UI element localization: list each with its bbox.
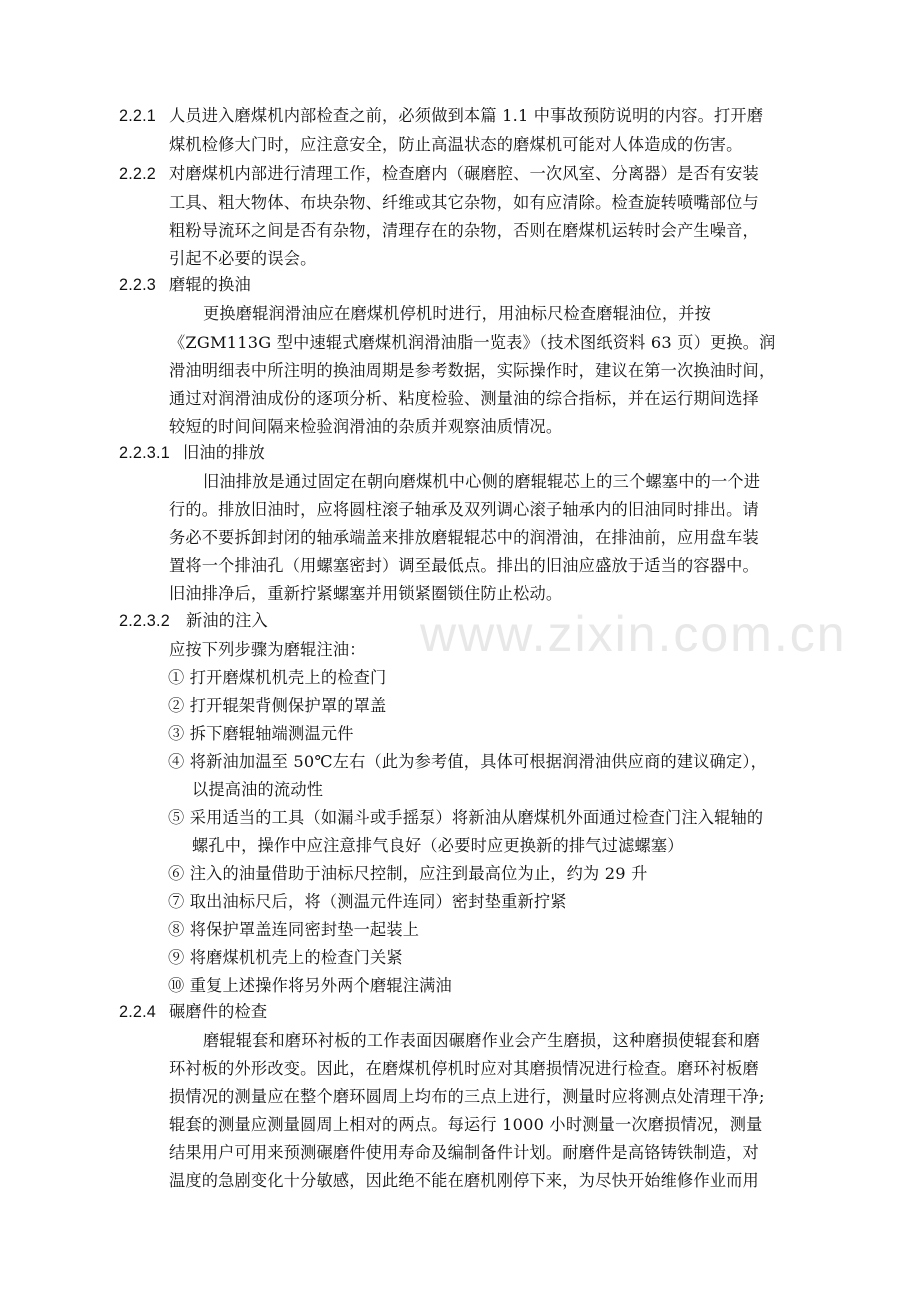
paragraph-line: 粗粉导流环之间是否有杂物，清理存在的杂物，否则在磨煤机运转时会产生噪音， xyxy=(169,221,759,240)
paragraph-line: 务必不要拆卸封闭的轴承端盖来排放磨辊辊芯中的润滑油，在排油前，应用盘车装 xyxy=(169,528,759,547)
paragraph-line: 引起不必要的误会。 xyxy=(169,249,317,268)
section-number: 2.2.3.1 xyxy=(119,444,170,462)
paragraph-line: 应按下列步骤为磨辊注油： xyxy=(169,640,366,659)
paragraph-line: 旧油排放是通过固定在朝向磨煤机中心侧的磨辊辊芯上的三个螺塞中的一个进 xyxy=(203,472,761,491)
list-item: ⑧ 将保护罩盖连同密封垫一起装上 xyxy=(168,920,420,939)
paragraph-line: 置将一个排油孔（用螺塞密封）调至最低点。排出的旧油应盛放于适当的容器中。 xyxy=(169,556,759,575)
paragraph-line: 辊套的测量应测量圆周上相对的两点。每运行 1000 小时测量一次磨损情况，测量 xyxy=(169,1115,763,1134)
section-title: 磨辊的换油 xyxy=(169,275,251,294)
list-item: ③ 拆下磨辊轴端测温元件 xyxy=(168,724,354,743)
paragraph-line: 更换磨辊润滑油应在磨煤机停机时进行，用油标尺检查磨辊油位，并按 xyxy=(203,304,712,323)
watermark: www.zixin.com.cn xyxy=(420,606,847,662)
list-item: ⑩ 重复上述操作将另外两个磨辊注满油 xyxy=(168,976,452,995)
paragraph-line: 环衬板的外形改变。因此，在磨煤机停机时应对其磨损情况进行检查。磨环衬板磨 xyxy=(169,1059,759,1078)
paragraph-line: 结果用户可用来预测碾磨件使用寿命及编制备件计划。耐磨件是高铬铸铁制造，对 xyxy=(169,1143,759,1162)
section-number: 2.2.4 xyxy=(119,1003,157,1021)
list-item-continuation: 螺孔中，操作中应注意排气良好（必要时应更换新的排气过滤螺塞） xyxy=(192,836,684,855)
list-item: ⑦ 取出油标尺后，将（测温元件连同）密封垫重新拧紧 xyxy=(168,892,567,911)
list-item: ⑤ 采用适当的工具（如漏斗或手摇泵）将新油从磨煤机外面通过检查门注入辊轴的 xyxy=(168,808,764,827)
list-item: ⑨ 将磨煤机机壳上的检查门关紧 xyxy=(168,948,403,967)
paragraph-line: 温度的急剧变化十分敏感，因此绝不能在磨机刚停下来，为尽快开始维修作业而用 xyxy=(169,1171,759,1190)
list-item: ② 打开辊架背侧保护罩的罩盖 xyxy=(168,696,387,715)
paragraph-line: 通过对润滑油成份的逐项分析、粘度检验、测量油的综合指标，并在运行期间选择 xyxy=(169,389,759,408)
paragraph-line: 对磨煤机内部进行清理工作，检查磨内（碾磨腔、一次风室、分离器）是否有安装 xyxy=(169,164,759,183)
section-number: 2.2.2 xyxy=(119,165,157,183)
paragraph-line: 损情况的测量应在整个磨环圆周上均布的三点上进行，测量时应将测点处清理干净; xyxy=(169,1087,765,1106)
section-title: 碾磨件的检查 xyxy=(169,1002,268,1021)
paragraph-line: 滑油明细表中所注明的换油周期是参考数据，实际操作时，建议在第一次换油时间， xyxy=(169,361,776,380)
list-item: ① 打开磨煤机机壳上的检查门 xyxy=(168,668,387,687)
section-title: 旧油的排放 xyxy=(183,443,265,462)
paragraph-line: 工具、粗大物体、布块杂物、纤维或其它杂物，如有应清除。检查旋转喷嘴部位与 xyxy=(169,193,759,212)
section-number: 2.2.3.2 xyxy=(119,612,170,630)
list-item: ⑥ 注入的油量借助于油标尺控制，应注到最高位为止，约为 29 升 xyxy=(168,864,648,883)
section-number: 2.2.1 xyxy=(119,107,157,125)
paragraph-line: 煤机检修大门时，应注意安全，防止高温状态的磨煤机可能对人体造成的伤害。 xyxy=(169,135,743,154)
paragraph-line: 旧油排净后，重新拧紧螺塞并用锁紧圈锁住防止松动。 xyxy=(169,584,563,603)
paragraph-line: 较短的时间间隔来检验润滑油的杂质并观察油质情况。 xyxy=(169,417,563,436)
section-title: 新油的注入 xyxy=(186,611,268,630)
paragraph-line: 人员进入磨煤机内部检查之前，必须做到本篇 1.1 中事故预防说明的内容。打开磨 xyxy=(169,106,764,125)
list-item: ④ 将新油加温至 50℃左右（此为参考值，具体可根据润滑油供应商的建议确定）， xyxy=(168,752,768,771)
paragraph-line: 行的。排放旧油时，应将圆柱滚子轴承及双列调心滚子轴承内的旧油同时排出。请 xyxy=(169,500,759,519)
paragraph-line: 磨辊辊套和磨环衬板的工作表面因碾磨作业会产生磨损，这种磨损使辊套和磨 xyxy=(203,1031,761,1050)
section-number: 2.2.3 xyxy=(119,276,157,294)
list-item-continuation: 以提高油的流动性 xyxy=(192,780,324,799)
paragraph-line: 《ZGM113G 型中速辊式磨煤机润滑油脂一览表》（技术图纸资料 63 页）更换。润 xyxy=(169,333,776,352)
